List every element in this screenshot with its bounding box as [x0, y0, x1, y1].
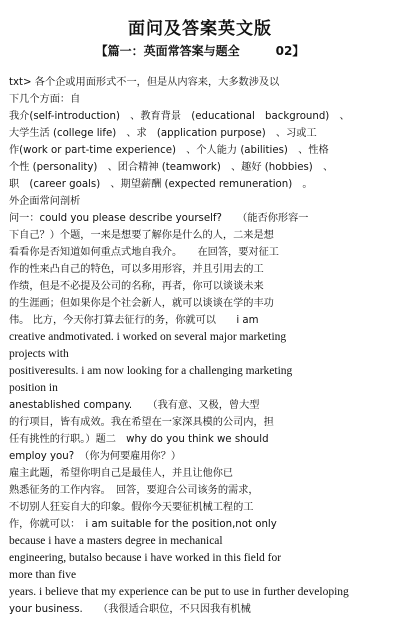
body-line: because i have a masters degree in mechanical [9, 535, 223, 547]
body-line: engineering, butalso because i have worked in this field for [9, 552, 282, 564]
body-line: years. i believe that my experience can be put to use in further developing [9, 586, 349, 598]
body-line: projects with [9, 348, 69, 360]
body-line: 问一：could you please describe yourself? （能否你形容一 [9, 213, 309, 224]
body-line: employ you? （你为何要雇用你？） [9, 451, 182, 462]
document-body [9, 74, 393, 618]
body-line: 大学生活 (college life) 、求 (application purpose) 、习或工 [9, 128, 317, 139]
body-line: 作(work or part-time experience) 、个人能力 (abilities) 、性格 [9, 145, 329, 156]
body-line: 下几个方面：自 [9, 94, 81, 105]
body-line: more than five [9, 569, 77, 581]
body-line: 不切别人狂妄自大的印象。假你今天要征机械工程的工 [9, 502, 254, 513]
body-line: creative andmotivated. i worked on several major marketing [9, 331, 287, 343]
body-line: txt> 各个企或用面形式不一，但是从内容来，大多数涉及以 [9, 77, 280, 88]
body-line: 看看你是否知道如何重点式地自我介。 在回答，要对征工 [9, 247, 279, 258]
body-line: 的生涯画；但如果你是个社会新人，就可以谈谈在学的丰功 [9, 298, 274, 309]
body-line: 雇主此题，希望你明自己是最佳人，并且让他你已 [9, 468, 234, 479]
document-title: 面问及答案英文版 [128, 19, 272, 39]
body-line: 作绩，但是不必提及公司的名称，再者，你可以谈谈未来 [9, 281, 264, 292]
body-line: 作的性来凸自己的特色，可以多用形容，并且引用去的工 [9, 264, 264, 275]
body-line: your business. （我很适合职位，不只因我有机械 [9, 604, 251, 615]
body-line: 个性 (personality) 、团合精神 (teamwork) 、趣好 (hobbies) 、 [9, 162, 334, 173]
body-line: anestablished company. （我有意、又极，曾大型 [9, 400, 260, 411]
body-line: 职 (career goals) 、期望薪酬 (expected remuneration) 。 [9, 179, 313, 190]
body-line: 熟悉征务的工作内容。 回答，要迎合公司该务的需求， [9, 485, 259, 496]
body-line: positiveresults. i am now looking for a challenging marketing [9, 365, 293, 377]
body-line: 作，你就可以： i am suitable for the position,not only [9, 519, 277, 530]
body-line: 下自己？）个题，一来是想要了解你是什么的人，二来是想 [9, 230, 274, 241]
body-line: 伟。 比方，今天你打算去征行的务，你就可以 i am [9, 315, 259, 326]
body-line: 任有挑性的行职。）题二 why do you think we should [9, 434, 269, 445]
body-line: position in [9, 382, 58, 394]
body-line: 我介(self-introduction) 、教育背景 (educational background) 、 [9, 111, 350, 122]
body-line: 外企面常问剖析 [9, 196, 81, 207]
body-line: 的行项目，皆有成效。我在希望在一家深具模的公司内，担 [9, 417, 274, 428]
document-subtitle: 【篇一：英面常答案与题全 02】 [95, 44, 305, 58]
